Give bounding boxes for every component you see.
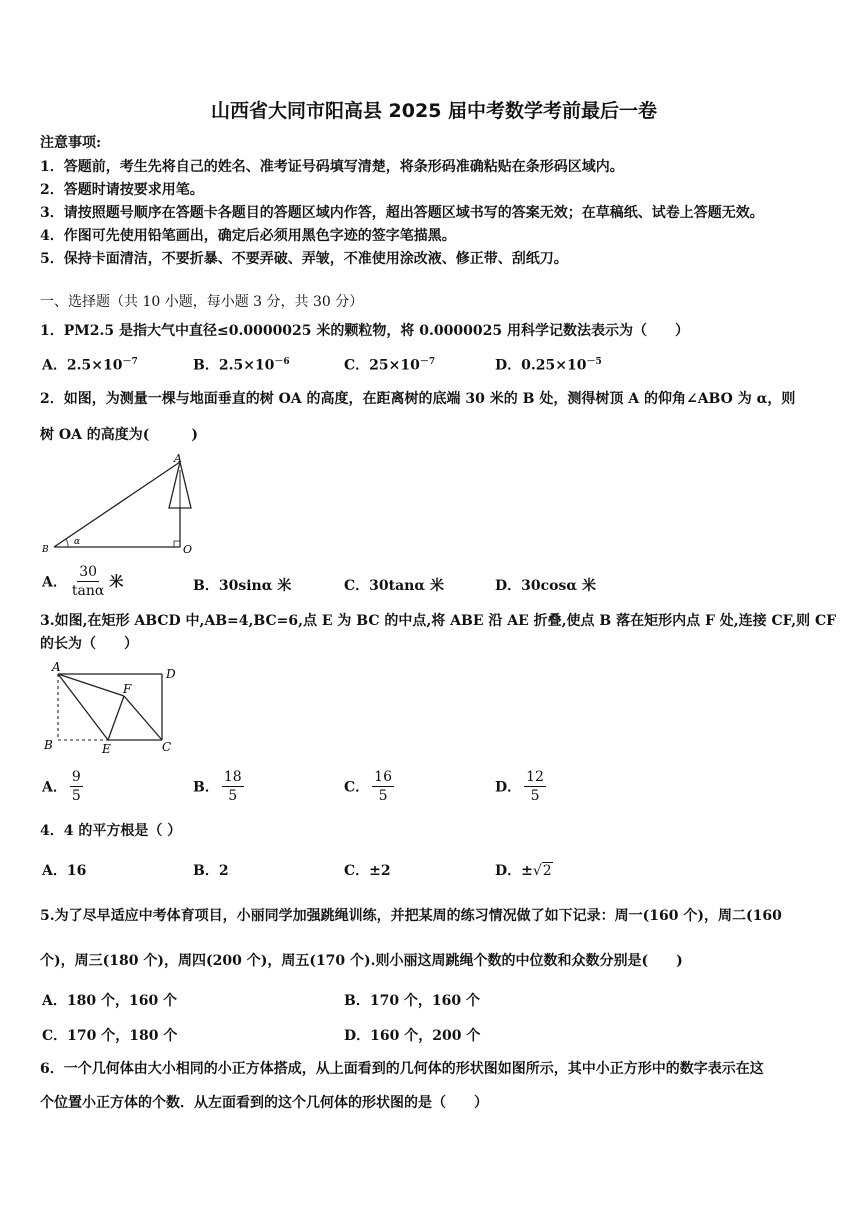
q2-option-d: D．30cosα 米 [495,578,597,594]
label-o: O [183,543,193,556]
q4-option-c: C．±2 [344,863,391,879]
q5-stem-line1: 5.为了尽早适应中考体育项目，小丽同学加强跳绳训练，并把某周的练习情况做了如下记录：周一(160 个)，周二(160 [40,908,782,924]
q5-option-b: B．170 个，160 个 [344,993,481,1009]
tree-figure [36,450,206,560]
notice-item: 1．答题前，考生先将自己的姓名、准考证号码填写清楚，将条形码准确粘贴在条形码区域内。 [40,159,624,175]
q1-option-d: D．$0.25\times 10^{-5}$ [495,357,602,374]
q2-option-a: A． $\frac{30}{\tan\alpha}$ 米 [42,564,124,599]
q1-option-b: B．$2.5\times 10^{-6}$ [193,357,290,374]
label-alpha: α [74,537,81,547]
q3-option-c: C． $\frac{16}{5}$ [344,769,392,804]
notice-item: 2．答题时请按要求用笔。 [40,182,204,198]
q6-stem-line1: 6．一个几何体由大小相同的小正方体搭成，从上面看到的几何体的形状图如图所示，其中小正方形中的数字表示在这 [40,1061,764,1077]
q5-option-c: C．170 个，180 个 [42,1028,178,1044]
q2-stem-line2: 树 OA 的高度为( ) [40,427,199,443]
label-d: D [166,667,176,681]
label-b: B [44,738,53,752]
q5-option-d: D．160 个，200 个 [344,1028,481,1044]
q1-option-c: C．$25\times 10^{-7}$ [344,357,436,374]
notice-item: 5．保持卡面清洁，不要折暴、不要弄破、弄皱，不准使用涂改液、修正带、刮纸刀。 [40,251,568,267]
q3-option-d: D． $\frac{12}{5}$ [495,769,544,804]
q1-stem: 1．PM2.5 是指大气中直径≤0.0000025 米的颗粒物，将 0.0000025 用科学记数法表示为（ ） [40,323,689,339]
label-c: C [162,740,172,754]
q5-stem-line2: 个)，周三(180 个)，周四(200 个)，周五(170 个).则小丽这周跳绳个数的中位数和众数分别是( ) [40,953,683,969]
label-f: F [123,682,132,696]
q2-option-b: B．30sinα 米 [193,578,292,594]
q4-option-a: A．16 [42,863,87,879]
q4-option-d: D．±√2 [495,863,552,879]
q2-stem-line1: 2．如图，为测量一棵与地面垂直的树 OA 的高度，在距离树的底端 30 米的 B 处，测得树顶 A 的仰角∠ABO 为 α，则 [40,391,796,407]
q5-option-a: A．180 个，160 个 [42,993,178,1009]
q1-option-a: A．$2.5\times 10^{-7}$ [42,357,138,374]
label-b: B [42,545,49,555]
notice-item: 3．请按照题号顺序在答题卡各题目的答题区域内作答，超出答题区域书写的答案无效；在草稿纸、试卷上答题无效。 [40,205,764,221]
q3-option-b: B． $\frac{18}{5}$ [193,769,242,804]
label-a: A [52,660,61,674]
label-a: A [174,452,182,465]
q3-stem-line1: 3.如图,在矩形 ABCD 中,AB=4,BC=6,点 E 为 BC 的中点,将 ABE 沿 AE 折叠,使点 B 落在矩形内点 F 处,连接 CF,则 CF [40,613,837,629]
q3-option-a: A． $\frac{9}{5}$ [42,769,81,804]
section-heading: 一、选择题（共 10 小题，每小题 3 分，共 30 分） [40,294,364,310]
notice-heading: 注意事项: [40,135,102,151]
q6-stem-line2: 个位置小正方体的个数．从左面看到的这个几何体的形状图的是（ ） [40,1095,488,1111]
page-title: 山西省大同市阳高县 2025 届中考数学考前最后一卷 [210,100,658,122]
q4-stem: 4．4 的平方根是（ ） [40,823,182,839]
rectangle-figure [38,658,188,758]
notice-item: 4．作图可先使用铅笔画出，确定后必须用黑色字迹的签字笔描黑。 [40,228,456,244]
label-e: E [102,742,111,756]
q4-option-b: B．2 [193,863,229,879]
q2-option-c: C．30tanα 米 [344,578,445,594]
q3-stem-line2: 的长为（ ） [40,636,138,652]
